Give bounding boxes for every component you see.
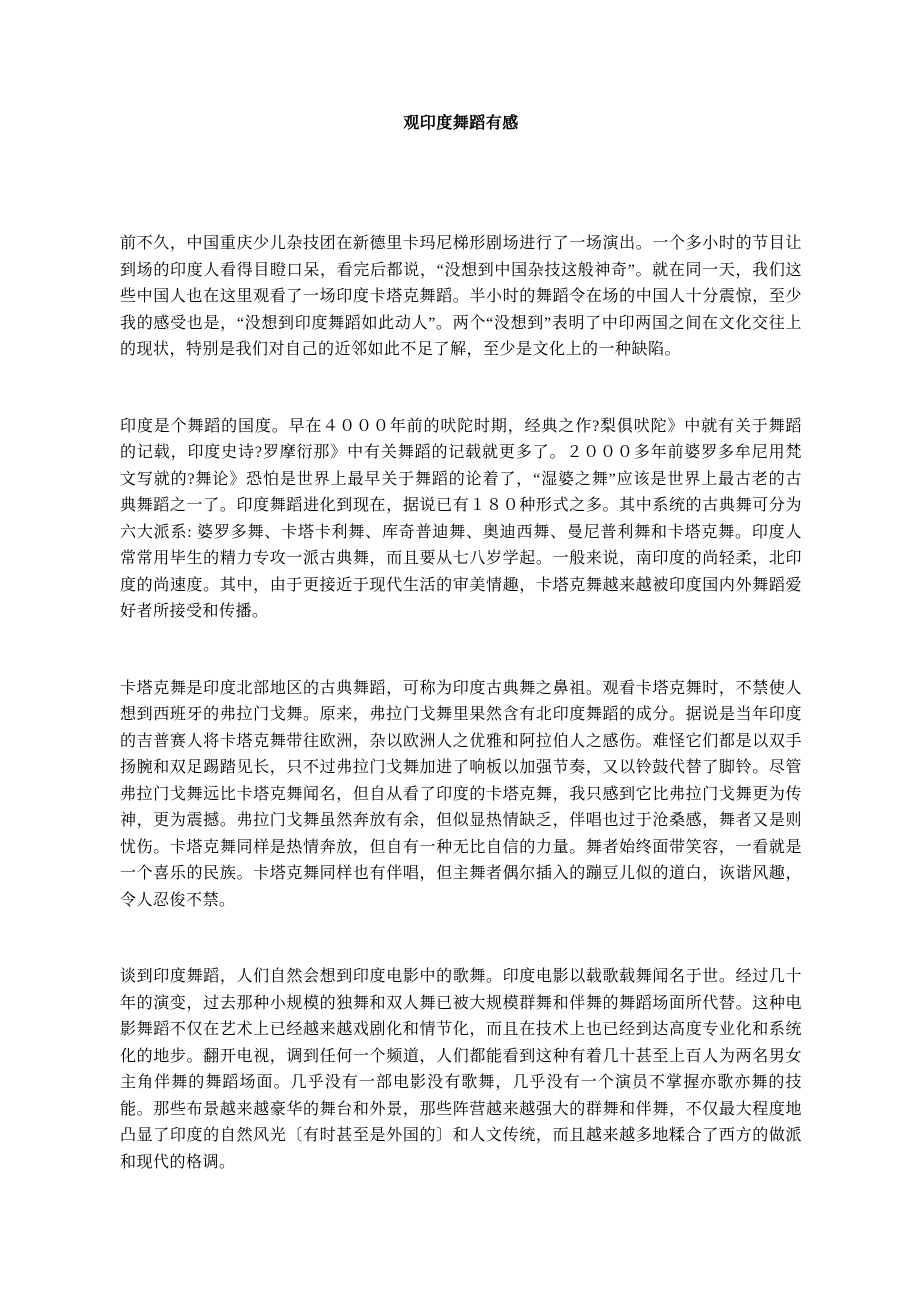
body-paragraph-1: 前不久，中国重庆少儿杂技团在新德里卡玛尼梯形剧场进行了一场演出。一个多小时的节目让到场的印度人看得目瞪口呆，看完后都说，“没想到中国杂技这般神奇”。就在同一天，我们这些中国人也在这里观看了一场印度卡塔克舞蹈。半小时的舞蹈令在场的中国人十分震惊，至少我的感受也是，“没想到印度舞蹈如此动人”。两个“没想到”表明了中印两国之间在文化交往上的现状，特别是我们对自己的近邻如此不足了解，至少是文化上的一种缺陷。 — [120, 235, 802, 358]
body-paragraph-4: 谈到印度舞蹈，人们自然会想到印度电影中的歌舞。印度电影以载歌载舞闻名于世。经过几十年的演变，过去那种小规模的独舞和双人舞已被大规模群舞和伴舞的舞蹈场面所代替。这种电影舞蹈不仅在艺术上已经越来越戏剧化和情节化，而且在技术上也已经到达高度专业化和系统化的地步。翻开电视，调到任何一个频道，人们都能看到这种有着几十甚至上百人为两名男女主角伴舞的舞蹈场面。几乎没有一部电影没有歌舞，几乎没有一个演员不掌握亦歌亦舞的技能。那些布景越来越豪华的舞台和外景，那些阵营越来越强大的群舞和伴舞，不仅最大程度地凸显了印度的自然风光〔有时甚至是外国的〕和人文传统，而且越来越多地糅合了西方的做派和现代的格调。 — [120, 968, 802, 1171]
body-paragraph-3: 卡塔克舞是印度北部地区的古典舞蹈，可称为印度古典舞之鼻祖。观看卡塔克舞时，不禁使人想到西班牙的弗拉门戈舞。原来，弗拉门戈舞里果然含有北印度舞蹈的成分。据说是当年印度的吉普赛人将卡塔克舞带往欧洲，杂以欧洲人之优雅和阿拉伯人之感伤。难怪它们都是以双手扬腕和双足踢踏见长，只不过弗拉门戈舞加进了响板以加强节奏，又以铃鼓代替了脚铃。尽管弗拉门戈舞远比卡塔克舞闻名，但自从看了印度的卡塔克舞，我只感到它比弗拉门戈舞更为传神，更为震撼。弗拉门戈舞虽然奔放有余，但似显热情缺乏，伴唱也过于沧桑感，舞者又是则忧伤。卡塔克舞同样是热情奔放，但自有一种无比自信的力量。舞者始终面带笑容，一看就是一个喜乐的民族。卡塔克舞同样也有伴唱，但主舞者偶尔插入的蹦豆儿似的道白，诙谐风趣，令人忍俊不禁。 — [120, 679, 802, 909]
body-paragraph-2: 印度是个舞蹈的国度。早在４０００年前的吠陀时期，经典之作?梨俱吠陀》中就有关于舞蹈的记载，印度史诗?罗摩衍那》中有关舞蹈的记载就更多了。２０００多年前婆罗多牟尼用梵文写就的?舞论》恐怕是世界上最早关于舞蹈的论着了，“湿婆之舞”应该是世界上最古老的古典舞蹈之一了。印度舞蹈进化到现在，据说已有１８０种形式之多。其中系统的古典舞可分为六大派系: 婆罗多舞、卡塔卡利舞、库奇普迪舞、奥迪西舞、曼尼普利舞和卡塔克舞。印度人常常用毕生的精力专攻一派古典舞，而且要从七八岁学起。一般来说，南印度的尚轻柔，北印度的尚速度。其中，由于更接近于现代生活的审美情趣，卡塔克舞越来越被印度国内外舞蹈爱好者所接受和传播。 — [120, 417, 802, 620]
document-title: 观印度舞蹈有感 — [403, 115, 519, 132]
